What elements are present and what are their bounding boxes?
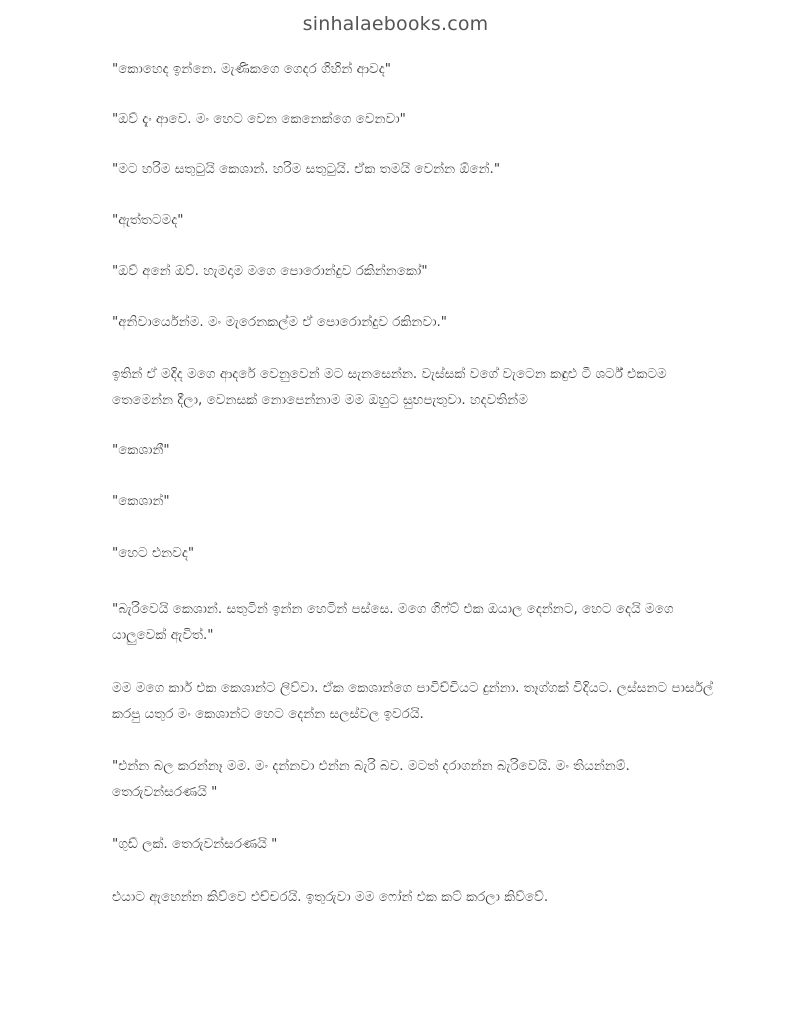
paragraph-3: "මට හරිම සතුටුයි කෙශාන්. හරිම සතුටුයි. ඒක තමයි වෙන්න ඕනේ." — [112, 161, 501, 177]
paragraph-8: "කෙශානී" — [112, 442, 170, 458]
paragraph-7: ඉතින් ඒ මදිද මගෙ ආදරේ වෙනුවෙන් මට සැනසෙන්න. වැස්සක් වගේ වැටෙන කඳුළු ටී ශර්ට් එකටම තෙමෙන්න දීලා, වෙනසක් නොපෙන්නාම මම ඔහුට සුභපැතුවා. හදවතින්ම — [112, 366, 667, 408]
paragraph-12: මම මගෙ කාර් එක කෙශාන්ට ලිව්වා. ඒක කෙශාන්ගෙ පාවිච්චියට දුන්නා. තෑග්ගක් විදියට. ලස්සනට පාර්සල් කරපු යතුර මං කෙශාන්ට හෙට දෙන්න සලස්වල ඉවරයි. — [112, 680, 714, 722]
paragraph-13: "එන්න බල කරන්නෑ මම. මං දන්නවා එන්න බැරි බව. මටත් දරාගන්න බැරිවෙයි. මං තියන්නම්. තෙරුවන්සරණයි " — [112, 758, 630, 800]
paragraph-11: "බැරිවෙයි කෙශාන්. සතුටින් ඉන්න හෙටින් පස්සෙ. මගෙ ගිෆ්ට් එක ඔයාල දෙන්නට, හෙට දෙයි මගෙ යාලුවෙක් ඇවිත්." — [112, 601, 674, 643]
paragraph-9: "කෙශාන්" — [112, 493, 170, 509]
paragraph-6: "අනිවාර්යෙන්ම. මං මැරෙනකල්ම ඒ පොරොන්දුව රකිනවා." — [112, 314, 448, 330]
paragraph-2: "ඔව් දැං ආවෙ. මං හෙට වෙන කෙනෙක්ගෙ වෙනවා" — [112, 111, 406, 127]
paragraph-4: "ඇත්තටමද" — [112, 212, 184, 228]
paragraph-15: එයාට ඇහෙන්න කිව්වෙ එච්චරයි. ඉතුරුවා මම ෆෝන් එක කට් කරලා කිව්වේ. — [112, 889, 549, 905]
site-header: sinhalaebooks.com — [302, 13, 489, 35]
paragraph-14: "ගුඩ් ලක්. තෙරුවන්සරණයි " — [112, 836, 278, 852]
paragraph-10: "හෙට එනවද" — [112, 545, 195, 561]
paragraph-5: "ඔව් අනේ ඔව්. හැමදාම මගෙ පොරොන්දුව රකින්නකෝ" — [112, 263, 428, 279]
paragraph-1: "කොහෙද ඉන්නෙ. මැණිකගෙ ගෙදර ගිහින් ආවද" — [112, 61, 391, 77]
